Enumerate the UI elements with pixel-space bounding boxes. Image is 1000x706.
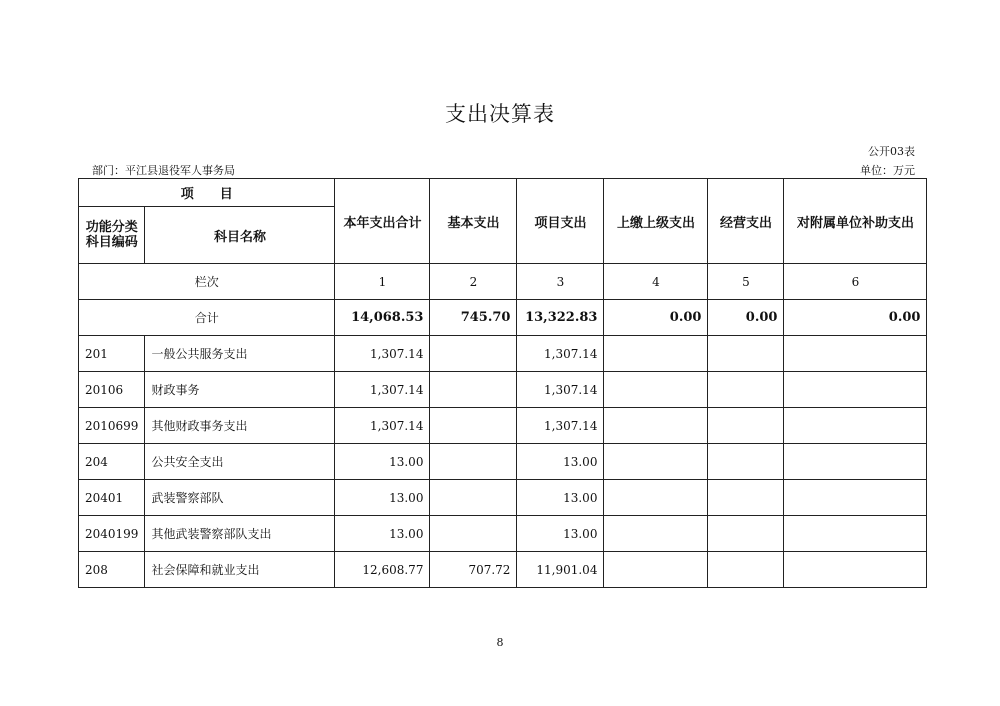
column-num: 3 <box>517 264 604 300</box>
row-subsidy <box>784 408 927 444</box>
row-code: 201 <box>79 336 145 372</box>
row-total: 13.00 <box>335 480 430 516</box>
row-business <box>708 372 784 408</box>
row-name: 武装警察部队 <box>145 480 335 516</box>
row-project: 11,901.04 <box>517 552 604 588</box>
header-project: 项目支出 <box>517 179 604 264</box>
header-business: 经营支出 <box>708 179 784 264</box>
row-total: 1,307.14 <box>335 408 430 444</box>
table-row <box>79 552 927 588</box>
row-code: 204 <box>79 444 145 480</box>
row-business <box>708 552 784 588</box>
row-subsidy <box>784 552 927 588</box>
row-project: 1,307.14 <box>517 372 604 408</box>
row-business <box>708 408 784 444</box>
row-upper <box>604 336 708 372</box>
header-code: 功能分类科目编码 <box>79 207 145 264</box>
row-name: 社会保障和就业支出 <box>145 552 335 588</box>
header-basic: 基本支出 <box>430 179 517 264</box>
row-project: 13.00 <box>517 444 604 480</box>
row-code: 2010699 <box>79 408 145 444</box>
page-title: 支出决算表 <box>445 102 555 126</box>
total-label: 合计 <box>79 300 335 336</box>
column-num: 2 <box>430 264 517 300</box>
row-basic: 707.72 <box>430 552 517 588</box>
header-item-group: 项 目 <box>79 179 335 207</box>
row-total: 13.00 <box>335 516 430 552</box>
unit-label: 单位：万元 <box>860 164 915 177</box>
table-row <box>79 408 927 444</box>
row-project: 1,307.14 <box>517 408 604 444</box>
table-row <box>79 444 927 480</box>
total-value: 0.00 <box>708 300 784 336</box>
row-subsidy <box>784 336 927 372</box>
row-upper <box>604 552 708 588</box>
row-name: 一般公共服务支出 <box>145 336 335 372</box>
total-value: 745.70 <box>430 300 517 336</box>
row-upper <box>604 444 708 480</box>
row-project: 13.00 <box>517 516 604 552</box>
header-upper: 上缴上级支出 <box>604 179 708 264</box>
row-total: 1,307.14 <box>335 336 430 372</box>
total-row <box>79 300 927 336</box>
column-num: 4 <box>604 264 708 300</box>
row-upper <box>604 372 708 408</box>
row-subsidy <box>784 516 927 552</box>
row-subsidy <box>784 372 927 408</box>
row-subsidy <box>784 480 927 516</box>
department-label: 部门：平江县退役军人事务局 <box>92 164 235 177</box>
column-row-label: 栏次 <box>79 264 335 300</box>
total-value: 13,322.83 <box>517 300 604 336</box>
row-code: 20401 <box>79 480 145 516</box>
row-project: 13.00 <box>517 480 604 516</box>
expenditure-table <box>78 178 927 588</box>
total-value: 0.00 <box>784 300 927 336</box>
row-basic <box>430 516 517 552</box>
table-row <box>79 516 927 552</box>
row-basic <box>430 480 517 516</box>
row-upper <box>604 408 708 444</box>
row-basic <box>430 408 517 444</box>
table-row <box>79 372 927 408</box>
row-total: 13.00 <box>335 444 430 480</box>
page-number: 8 <box>496 636 504 649</box>
row-business <box>708 516 784 552</box>
row-subsidy <box>784 444 927 480</box>
column-num: 5 <box>708 264 784 300</box>
total-value: 14,068.53 <box>335 300 430 336</box>
row-code: 20106 <box>79 372 145 408</box>
row-code: 2040199 <box>79 516 145 552</box>
row-upper <box>604 480 708 516</box>
row-basic <box>430 444 517 480</box>
row-name: 财政事务 <box>145 372 335 408</box>
total-value: 0.00 <box>604 300 708 336</box>
table-row <box>79 336 927 372</box>
table-row <box>79 480 927 516</box>
row-basic <box>430 336 517 372</box>
column-num: 1 <box>335 264 430 300</box>
row-project: 1,307.14 <box>517 336 604 372</box>
row-code: 208 <box>79 552 145 588</box>
row-upper <box>604 516 708 552</box>
row-total: 12,608.77 <box>335 552 430 588</box>
row-business <box>708 480 784 516</box>
row-name: 其他武装警察部队支出 <box>145 516 335 552</box>
header-subsidy: 对附属单位补助支出 <box>784 179 927 264</box>
header-name: 科目名称 <box>145 207 335 264</box>
row-business <box>708 444 784 480</box>
form-number: 公开03表 <box>868 145 915 158</box>
column-num: 6 <box>784 264 927 300</box>
row-name: 公共安全支出 <box>145 444 335 480</box>
row-basic <box>430 372 517 408</box>
row-name: 其他财政事务支出 <box>145 408 335 444</box>
row-business <box>708 336 784 372</box>
header-total: 本年支出合计 <box>335 179 430 264</box>
row-total: 1,307.14 <box>335 372 430 408</box>
